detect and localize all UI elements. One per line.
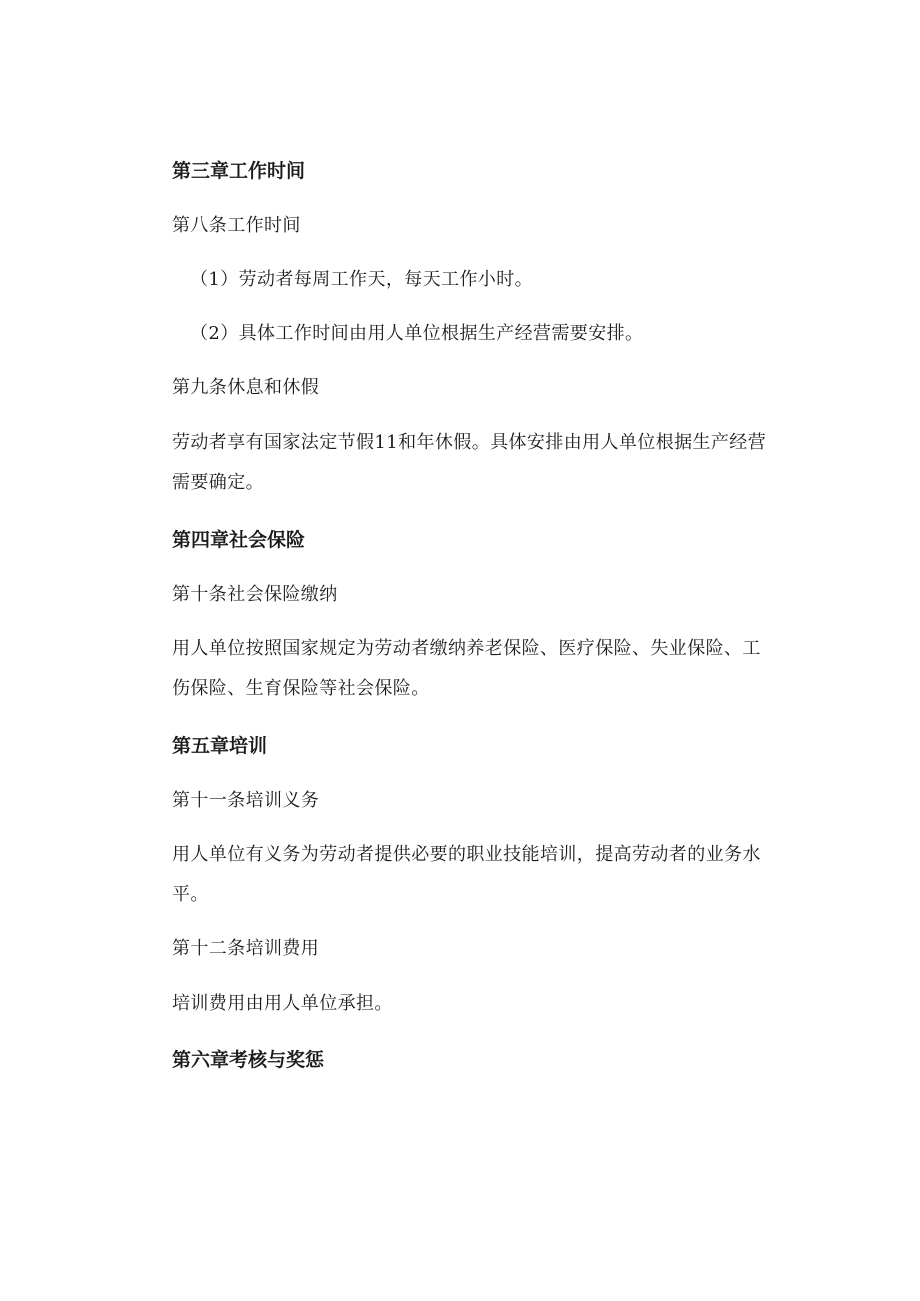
article-11-title: 第十一条培训义务 bbox=[172, 790, 320, 811]
article-10-body-line-2: 伤保险、生育保险等社会保险。 bbox=[172, 678, 430, 699]
chapter-4-title: 第四章社会保险 bbox=[172, 529, 306, 551]
article-8-item-2: （2）具体工作时间由用人单位根据生产经营需要安排。 bbox=[190, 323, 644, 344]
article-10-title: 第十条社会保险缴纳 bbox=[172, 584, 338, 605]
article-12-body: 培训费用由用人单位承担。 bbox=[172, 993, 393, 1014]
article-8-title: 第八条工作时间 bbox=[172, 215, 301, 236]
article-8-item-1: （1）劳动者每周工作天，每天工作小时。 bbox=[190, 269, 534, 290]
article-9-body-line-2: 需要确定。 bbox=[172, 472, 264, 493]
chapter-5-title: 第五章培训 bbox=[172, 735, 268, 757]
article-10-body-line-1: 用人单位按照国家规定为劳动者缴纳养老保险、医疗保险、失业保险、工 bbox=[172, 638, 761, 659]
chapter-3-title: 第三章工作时间 bbox=[172, 160, 306, 182]
article-11-body-line-2: 平。 bbox=[172, 884, 209, 905]
chapter-6-title: 第六章考核与奖惩 bbox=[172, 1049, 325, 1071]
article-11-body-line-1: 用人单位有义务为劳动者提供必要的职业技能培训，提高劳动者的业务水 bbox=[172, 844, 761, 865]
article-9-body-line-1: 劳动者享有国家法定节假11和年休假。具体安排由用人单位根据生产经营 bbox=[172, 432, 767, 453]
article-9-title: 第九条休息和休假 bbox=[172, 377, 320, 398]
article-12-title: 第十二条培训费用 bbox=[172, 938, 320, 959]
